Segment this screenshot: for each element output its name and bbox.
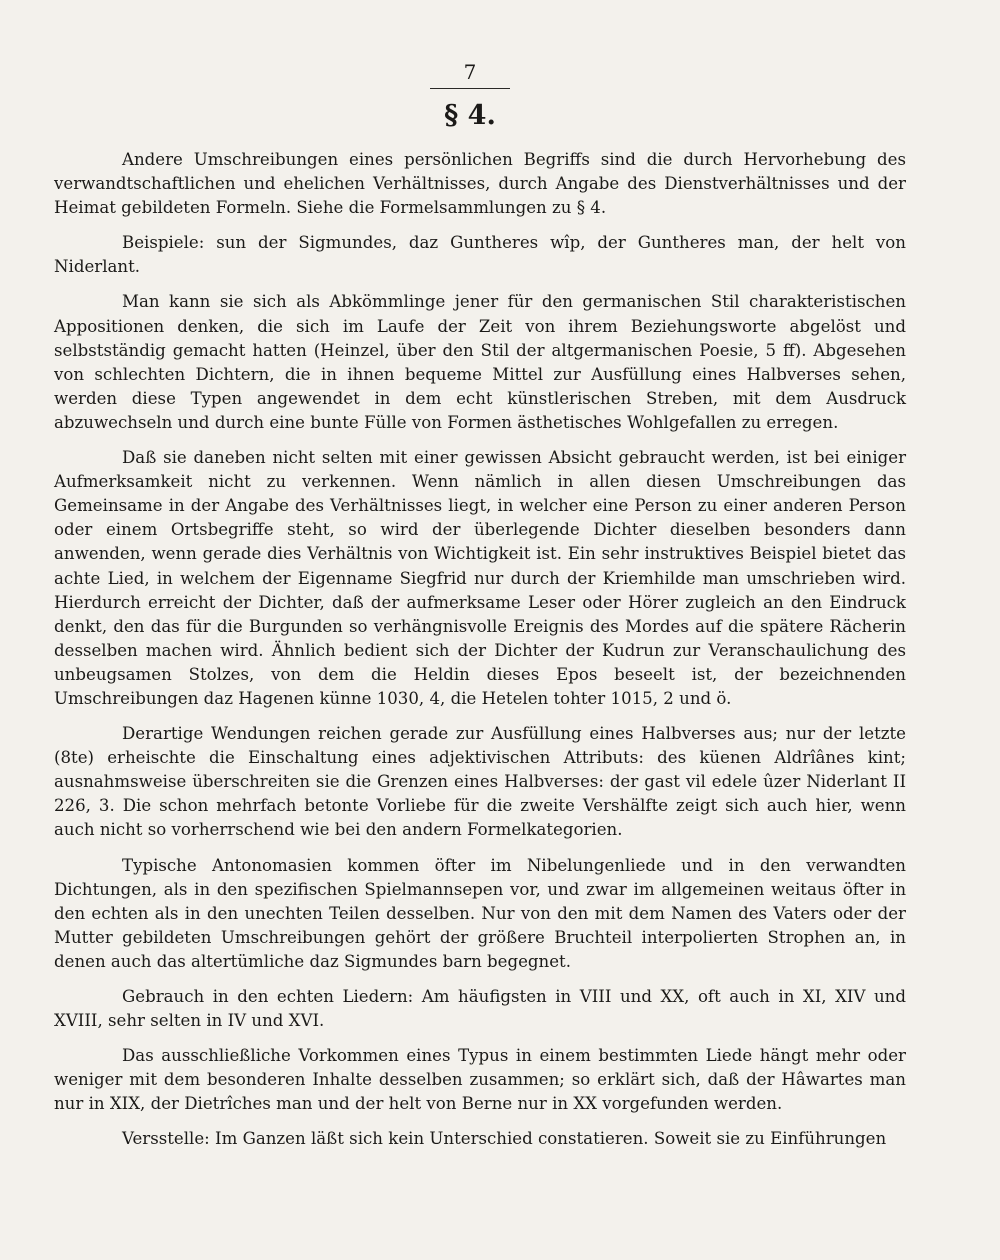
paragraph-halbvers: Derartige Wendungen reichen gerade zur Ausfüllung eines Halbverses aus; nur der letzte (8te) erheischte die Einschaltung eines adjektivischen Attributs: des küenen Aldrîânes kint; ausnahmsweise überschreiten sie die Grenzen eines Halbverses: der gast vil edele ûzer Niderlant II 226, 3. Die schon mehrfach betonte Vorliebe für die zweite Vershälfte zeigt sich auch hier, wenn auch nicht so vorherrschend wie bei den andern Formelkategorien. [54, 724, 906, 840]
paragraph-gebrauch: Gebrauch in den echten Liedern: Am häufigsten in VIII und XX, oft auch in XI, XIV und XVIII, sehr selten in IV und XVI. [54, 987, 906, 1031]
body-text [54, 148, 906, 1152]
page-number-rule [430, 88, 510, 89]
paragraph-appositionen: Man kann sie sich als Abkömmlinge jener für den germanischen Stil charakteristischen Appositionen denken, die sich im Laufe der Zeit von ihrem Beziehungsworte abgelöst und selbstständig gemacht hatten (Heinzel, über den Stil der altgermanischen Poesie, 5 ff). Abgesehen von schlechten Dichtern, die in ihnen bequeme Mittel zur Ausfüllung eines Halbverses sehen, werden diese Typen angewendet in dem echt künstlerischen Streben, mit dem Ausdruck abzuwechseln und durch eine bunte Fülle von Formen ästhetisches Wohlgefallen zu erregen. [54, 292, 906, 432]
paragraph-beispiele: Beispiele: sun der Sigmundes, daz Guntheres wîp, der Guntheres man, der helt von Niderlant. [54, 233, 906, 277]
page-number: 7 [463, 60, 477, 84]
paragraph-antonomasien: Typische Antonomasien kommen öfter im Nibelungenliede und in den verwandten Dichtungen, als in den spezifischen Spielmannsepen vor, und zwar im allgemeinen weitaus öfter in den echten als in den unechten Teilen desselben. Nur von den mit dem Namen des Vaters oder der Mutter gebildeten Umschreibungen gehört der größere Bruchteil interpolierten Strophen an, in denen auch das altertümliche daz Sigmundes barn begegnet. [54, 855, 906, 971]
paragraph-absicht: Daß sie daneben nicht selten mit einer gewissen Absicht gebraucht werden, ist bei einiger Aufmerksamkeit nicht zu verkennen. Wenn nämlich in allen diesen Umschreibungen das Gemeinsame in der Angabe des Verhältnisses liegt, in welcher eine Person zu einer anderen Person oder einem Ortsbegriffe steht, so wird der überlegende Dichter dieselben besonders dann anwenden, wenn gerade dies Verhältnis von Wichtigkeit ist. Ein sehr instruktives Beispiel bietet das achte Lied, in welchem der Eigenname Siegfrid nur durch der Kriemhilde man umschrieben wird. Hierdurch erreicht der Dichter, daß der aufmerksame Leser oder Hörer zugleich an den Eindruck denkt, den das für die Burgunden so verhängnisvolle Ereignis des Mordes auf die spätere Rächerin desselben machen wird. Ähnlich bedient sich der Dichter der Kudrun zur Veranschaulichung des unbeugsamen Stolzes, von dem die Heldin dieses Epos beseelt ist, der bezeichnenden Umschreibungen daz Hagenen künne 1030, 4, die Hetelen tohter 1015, 2 und ö. [54, 448, 906, 708]
section-heading: § 4. [444, 100, 496, 131]
paragraph-versstelle: Versstelle: Im Ganzen läßt sich kein Unterschied constatieren. Soweit sie zu Einführungen [122, 1129, 887, 1149]
paragraph-formeln: Andere Umschreibungen eines persönlichen Begriffs sind die durch Hervorhebung des verwandtschaftlichen und ehelichen Verhältnisses, durch Angabe des Dienstverhältnisses und der Heimat gebildeten Formeln. Siehe die Formelsammlungen zu § 4. [54, 150, 906, 218]
paragraph-vorkommen: Das ausschließliche Vorkommen eines Typus in einem bestimmten Liede hängt mehr oder weniger mit dem besonderen Inhalte desselben zusammen; so erklärt sich, daß der Hâwartes man nur in XIX, der Dietrîches man und der helt von Berne nur in XX vorgefunden werden. [54, 1046, 906, 1114]
